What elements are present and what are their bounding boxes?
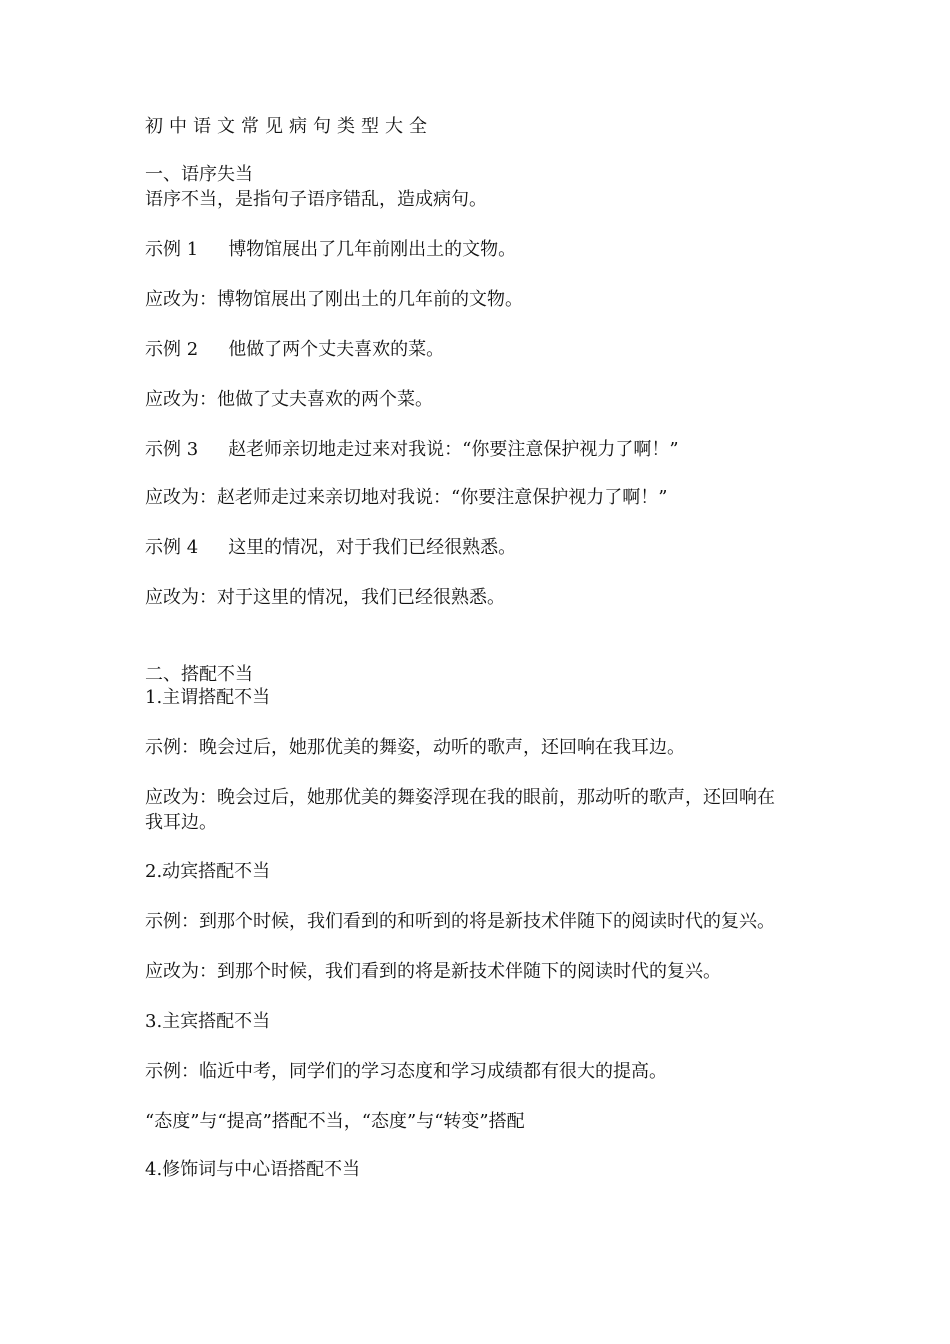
subsection-heading: 2.动宾搭配不当 — [145, 861, 271, 882]
example-text: 他做了两个丈夫喜欢的菜。 — [228, 339, 445, 360]
section-heading: 一、语序失当 — [145, 164, 253, 185]
paragraph: 语序不当，是指句子语序错乱，造成病句。 — [145, 189, 487, 210]
correction-line: 应改为：晚会过后，她那优美的舞姿浮现在我的眼前，那动听的歌声，还回响在 — [145, 787, 775, 808]
example-label: 示例 1 — [145, 239, 199, 260]
example-label: 示例 4 — [145, 537, 199, 558]
example-line — [145, 438, 679, 462]
example-text: 这里的情况，对于我们已经很熟悉。 — [228, 537, 517, 558]
subsection-heading: 1.主谓搭配不当 — [145, 687, 271, 708]
example-text: 赵老师亲切地走过来对我说：“你要注意保护视力了啊！” — [228, 439, 679, 460]
correction-line: 应改为：他做了丈夫喜欢的两个菜。 — [145, 389, 433, 410]
example-line: 示例：到那个时候，我们看到的和听到的将是新技术伴随下的阅读时代的复兴。 — [145, 911, 775, 932]
correction-line: 应改为：到那个时候，我们看到的将是新技术伴随下的阅读时代的复兴。 — [145, 961, 721, 982]
example-line: 示例：临近中考，同学们的学习态度和学习成绩都有很大的提高。 — [145, 1061, 667, 1082]
example-line — [145, 338, 444, 362]
example-line — [145, 536, 516, 560]
correction-line: 应改为：博物馆展出了刚出土的几年前的文物。 — [145, 289, 523, 310]
note-line: “态度”与“提高”搭配不当，“态度”与“转变”搭配 — [145, 1111, 525, 1132]
example-line — [145, 238, 516, 262]
document-title: 初中语文常见病句类型大全 — [145, 116, 433, 137]
correction-line: 应改为：对于这里的情况，我们已经很熟悉。 — [145, 587, 505, 608]
correction-line-continued: 我耳边。 — [145, 812, 217, 833]
section-heading: 二、搭配不当 — [145, 664, 253, 685]
subsection-heading: 3.主宾搭配不当 — [145, 1011, 271, 1032]
example-label: 示例 3 — [145, 439, 199, 460]
example-text: 博物馆展出了几年前刚出土的文物。 — [228, 239, 517, 260]
subsection-heading: 4.修饰词与中心语搭配不当 — [145, 1159, 361, 1180]
example-line: 示例：晚会过后，她那优美的舞姿，动听的歌声，还回响在我耳边。 — [145, 737, 685, 758]
correction-line: 应改为：赵老师走过来亲切地对我说：“你要注意保护视力了啊！” — [145, 487, 668, 508]
example-label: 示例 2 — [145, 339, 199, 360]
